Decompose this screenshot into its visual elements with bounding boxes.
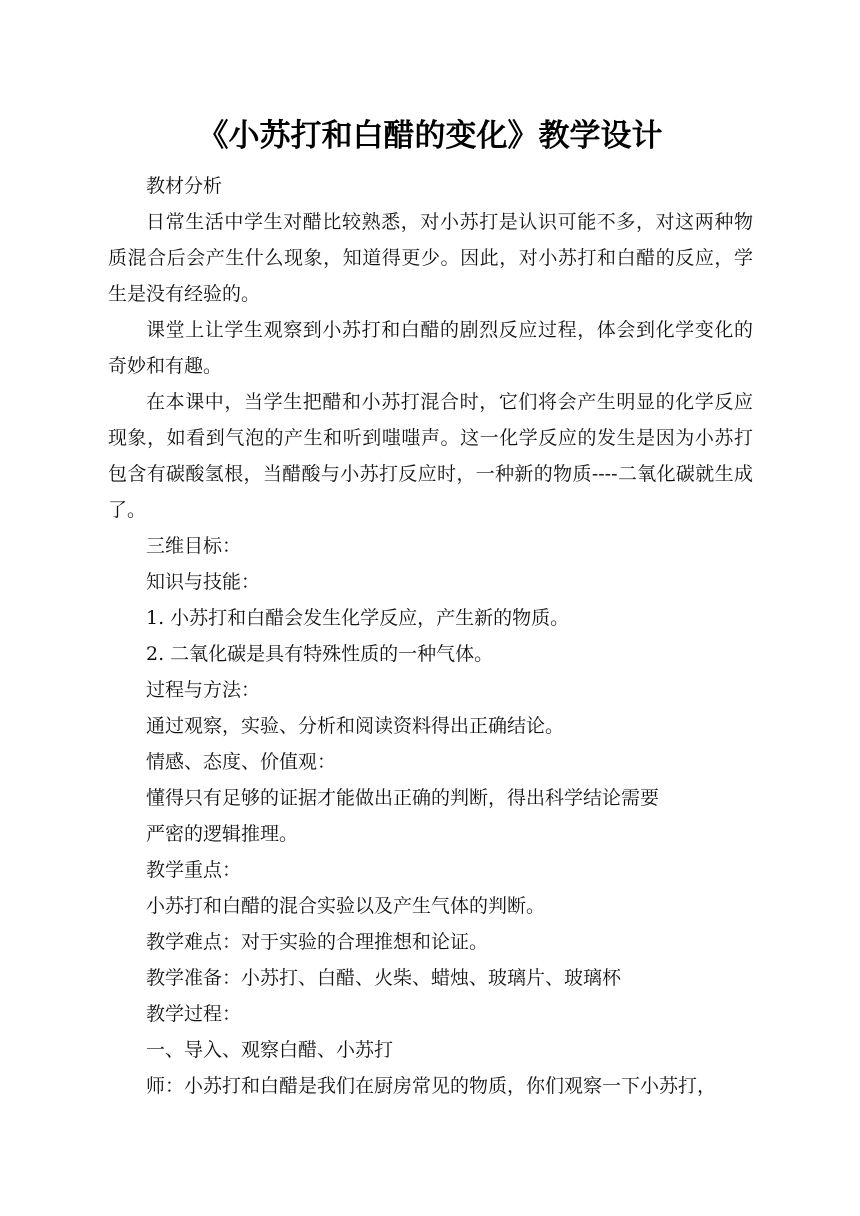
document-title: 《小苏打和白醋的变化》教学设计	[197, 118, 663, 154]
paragraph-subheading: 一、导入、观察白醋、小苏打	[146, 1039, 394, 1061]
paragraph-subheading: 知识与技能：	[146, 571, 261, 593]
paragraph-section-heading: 教材分析	[146, 175, 223, 197]
paragraph-section-heading: 教学重点：	[146, 859, 242, 881]
paragraph-body: 懂得只有足够的证据才能做出正确的判断，得出科学结论需要	[146, 787, 660, 809]
paragraph-list-item: 1. 小苏打和白醋会发生化学反应，产生新的物质。	[146, 607, 570, 629]
paragraph-subheading: 情感、态度、价值观：	[146, 751, 337, 773]
paragraph-section-heading: 教学难点：对于实验的合理推想和论证。	[146, 931, 489, 953]
paragraph-body: 在本课中，当学生把醋和小苏打混合时，它们将会产生明显的化学反应现象，如看到气泡的产生和听到嗤嗤声。这一化学反应的发生是因为小苏打包含有碳酸氢根，当醋酸与小苏打反应时，一种新的物质----二氧化碳就生成了。	[108, 391, 753, 521]
document-body	[108, 168, 753, 1104]
paragraph-section-heading: 教学准备：小苏打、白醋、火柴、蜡烛、玻璃片、玻璃杯	[146, 967, 622, 989]
paragraph-body: 通过观察，实验、分析和阅读资料得出正确结论。	[146, 715, 565, 737]
paragraph-body: 小苏打和白醋的混合实验以及产生气体的判断。	[146, 895, 546, 917]
paragraph-subheading: 过程与方法：	[146, 679, 261, 701]
paragraph-section-heading: 教学过程：	[146, 1003, 242, 1025]
paragraph-body: 课堂上让学生观察到小苏打和白醋的剧烈反应过程，体会到化学变化的奇妙和有趣。	[108, 319, 753, 377]
paragraph-body: 师：小苏打和白醋是我们在厨房常见的物质，你们观察一下小苏打，	[146, 1075, 717, 1097]
paragraph-section-heading: 三维目标：	[146, 535, 242, 557]
paragraph-body: 日常生活中学生对醋比较熟悉，对小苏打是认识可能不多，对这两种物质混合后会产生什么现象，知道得更少。因此，对小苏打和白醋的反应，学生是没有经验的。	[108, 211, 753, 305]
paragraph-list-item: 2. 二氧化碳是具有特殊性质的一种气体。	[146, 643, 494, 665]
paragraph-body: 严密的逻辑推理。	[146, 823, 299, 845]
